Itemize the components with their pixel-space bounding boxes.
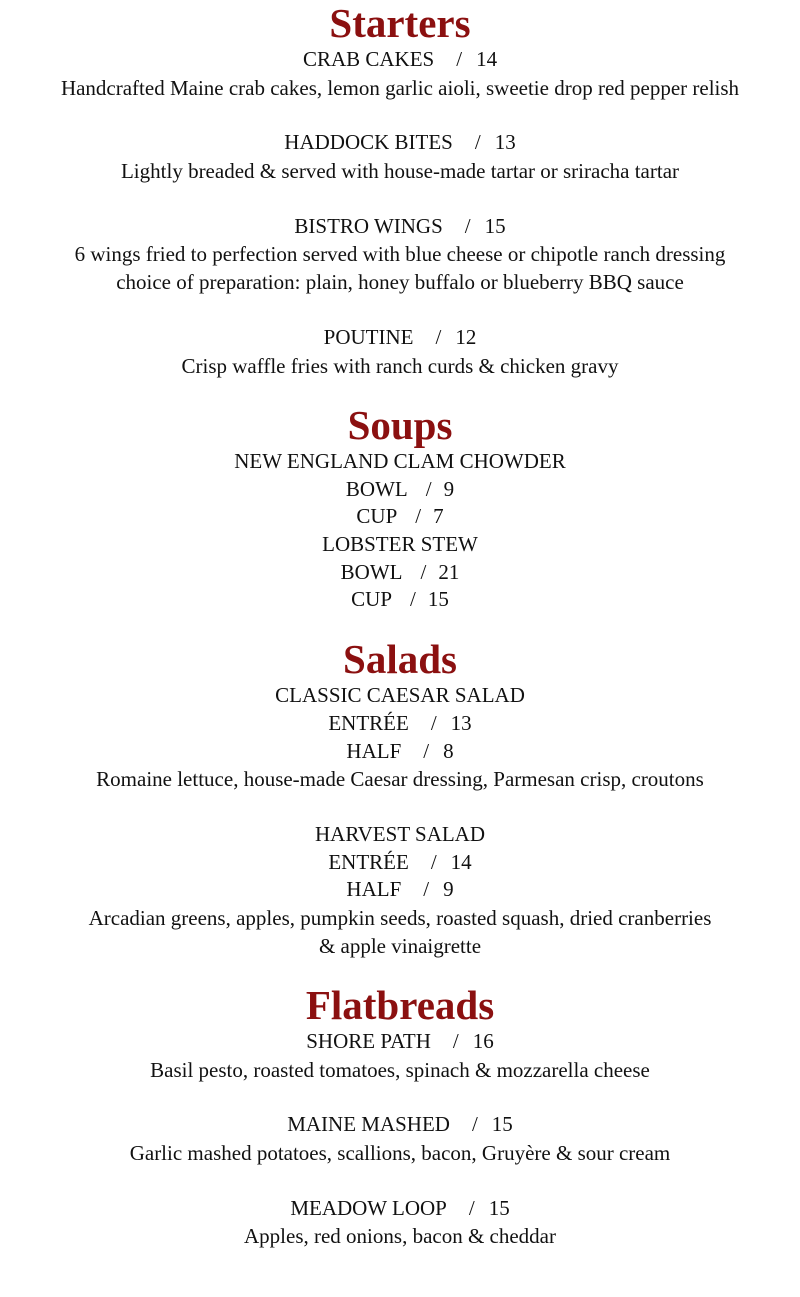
item-description: Lightly breaded & served with house-made tartar or sriracha tartar bbox=[120, 159, 680, 184]
item-header bbox=[0, 1028, 800, 1056]
price-separator: / bbox=[423, 877, 430, 902]
size-option bbox=[0, 503, 800, 531]
size-price: 13 bbox=[450, 710, 472, 735]
size-price: 21 bbox=[438, 559, 460, 584]
item-name: NEW ENGLAND CLAM CHOWDER bbox=[234, 448, 566, 473]
item-price: 15 bbox=[484, 213, 506, 238]
size-option bbox=[0, 476, 800, 504]
price-separator: / bbox=[456, 47, 463, 71]
item-description: Romaine lettuce, house-made Caesar dressing, Parmesan crisp, croutons bbox=[96, 767, 704, 792]
section-title: Salads bbox=[343, 636, 457, 683]
item-name: MEADOW LOOP bbox=[290, 1195, 447, 1220]
price-separator: / bbox=[471, 1112, 478, 1137]
item-description: Apples, red onions, bacon & cheddar bbox=[244, 1224, 556, 1249]
size-price: 8 bbox=[443, 738, 454, 763]
item-price: 15 bbox=[488, 1195, 510, 1220]
section-title: Soups bbox=[347, 401, 453, 448]
section-title: Flatbreads bbox=[305, 982, 495, 1028]
item-description: Handcrafted Maine crab cakes, lemon garlic aioli, sweetie drop red pepper relish bbox=[60, 75, 740, 100]
section-salads bbox=[0, 636, 800, 960]
item-description: Crisp waffle fries with ranch curds & chicken gravy bbox=[181, 353, 619, 378]
item-price: 16 bbox=[472, 1029, 494, 1053]
size-price: 14 bbox=[450, 849, 472, 874]
section-title: Starters bbox=[329, 0, 471, 46]
item-name: CLASSIC CAESAR SALAD bbox=[275, 683, 525, 708]
item-name: CRAB CAKES bbox=[302, 47, 435, 71]
item-header bbox=[0, 1195, 800, 1223]
size-label: ENTRÉE bbox=[328, 710, 409, 735]
size-label: HALF bbox=[346, 738, 402, 763]
item-name: BISTRO WINGS bbox=[294, 213, 443, 238]
item-name: LOBSTER STEW bbox=[322, 531, 478, 556]
item-description: Arcadian greens, apples, pumpkin seeds, roasted squash, dried cranberries bbox=[88, 906, 712, 930]
size-option bbox=[0, 559, 800, 587]
price-separator: / bbox=[425, 476, 432, 501]
size-label: HALF bbox=[346, 877, 402, 902]
item-name: HARVEST SALAD bbox=[314, 821, 486, 846]
item-description: choice of preparation: plain, honey buffalo or blueberry BBQ sauce bbox=[116, 270, 684, 295]
size-price: 15 bbox=[427, 587, 449, 612]
menu-item bbox=[0, 1195, 800, 1251]
size-price: 9 bbox=[443, 476, 455, 501]
menu-item bbox=[0, 531, 800, 614]
price-separator: / bbox=[415, 504, 422, 529]
price-separator: / bbox=[435, 325, 442, 350]
price-separator: / bbox=[468, 1195, 475, 1220]
menu-item bbox=[0, 46, 800, 102]
price-separator: / bbox=[423, 738, 430, 763]
item-header bbox=[0, 129, 800, 157]
size-label: BOWL bbox=[340, 559, 403, 584]
price-separator: / bbox=[420, 559, 427, 584]
menu-item bbox=[0, 129, 800, 185]
menu-item bbox=[0, 448, 800, 531]
size-label: ENTRÉE bbox=[328, 849, 409, 874]
item-description: 6 wings fried to perfection served with blue cheese or chipotle ranch dressing bbox=[74, 242, 726, 267]
size-label: CUP bbox=[351, 587, 392, 612]
item-price: 12 bbox=[455, 325, 477, 350]
item-header bbox=[0, 46, 800, 74]
item-description: Garlic mashed potatoes, scallions, bacon, Gruyère & sour cream bbox=[129, 1141, 671, 1166]
price-separator: / bbox=[430, 710, 437, 735]
menu-item bbox=[0, 821, 800, 960]
size-label: BOWL bbox=[345, 476, 408, 501]
item-description: Basil pesto, roasted tomatoes, spinach & mozzarella cheese bbox=[150, 1057, 650, 1082]
item-price: 15 bbox=[491, 1112, 513, 1137]
size-option bbox=[0, 849, 800, 877]
item-name: MAINE MASHED bbox=[287, 1112, 450, 1137]
item-name: SHORE PATH bbox=[306, 1029, 431, 1053]
price-separator: / bbox=[452, 1029, 459, 1053]
item-price: 14 bbox=[476, 47, 498, 71]
section-starters bbox=[0, 0, 800, 380]
menu-item bbox=[0, 213, 800, 297]
section-flatbreads bbox=[0, 982, 800, 1250]
price-separator: / bbox=[430, 849, 437, 874]
item-name: POUTINE bbox=[323, 325, 414, 350]
price-separator: / bbox=[464, 213, 471, 238]
menu-item bbox=[0, 1028, 800, 1084]
price-separator: / bbox=[474, 130, 481, 155]
item-name: HADDOCK BITES bbox=[284, 130, 453, 155]
menu-item bbox=[0, 1111, 800, 1167]
item-header bbox=[0, 1111, 800, 1139]
size-option bbox=[0, 710, 800, 738]
menu-item bbox=[0, 324, 800, 380]
section-soups bbox=[0, 402, 800, 614]
size-label: CUP bbox=[356, 504, 398, 529]
item-header bbox=[0, 324, 800, 352]
menu-item bbox=[0, 682, 800, 793]
item-description: & apple vinaigrette bbox=[318, 934, 482, 958]
size-option bbox=[0, 586, 800, 614]
item-header bbox=[0, 213, 800, 241]
size-option bbox=[0, 876, 800, 904]
size-price: 7 bbox=[433, 504, 444, 529]
price-separator: / bbox=[410, 587, 416, 612]
size-option bbox=[0, 738, 800, 766]
size-price: 9 bbox=[443, 877, 454, 902]
item-price: 13 bbox=[494, 130, 516, 155]
